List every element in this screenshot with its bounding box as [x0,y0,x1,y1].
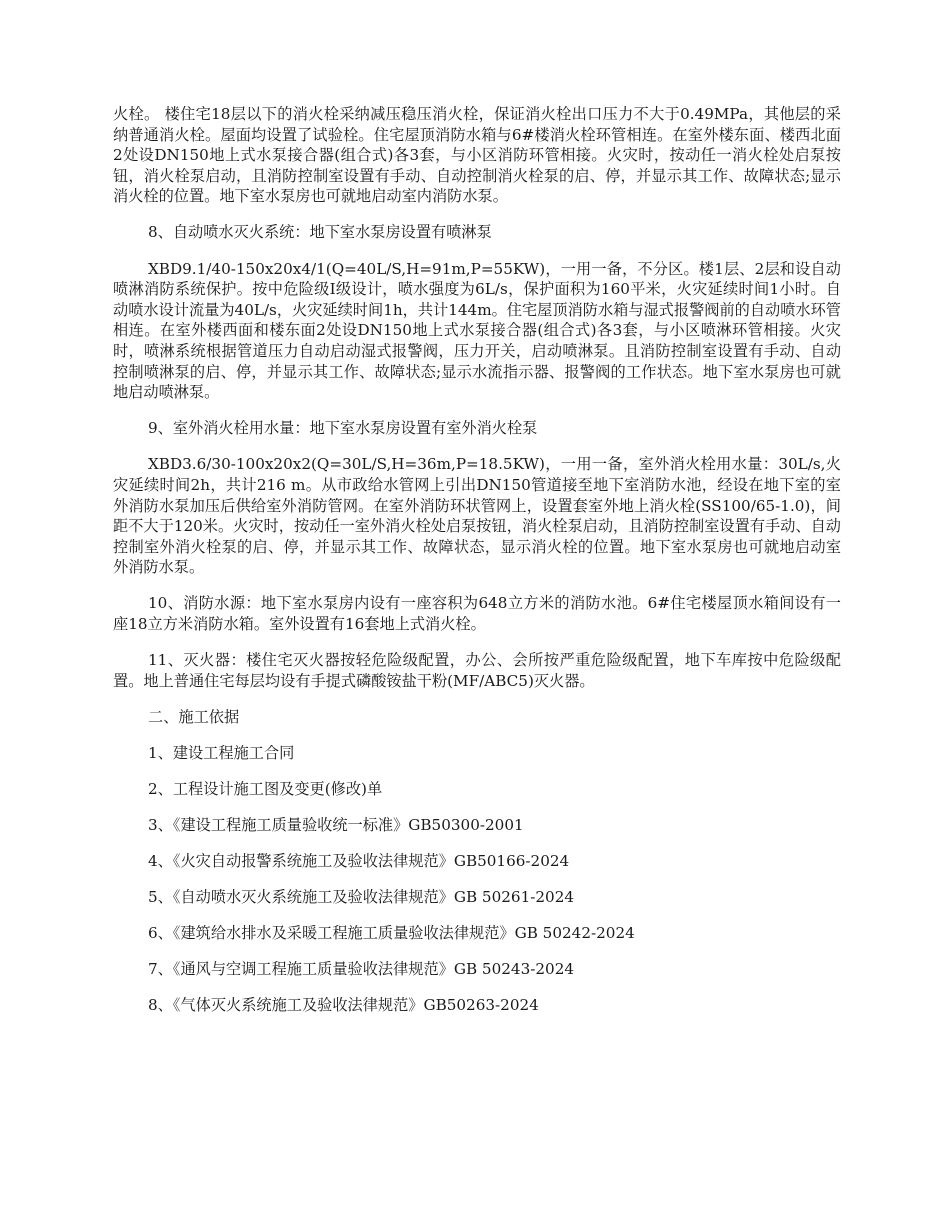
list-item: 8、《气体灭火系统施工及验收法律规范》GB50263-2024 [148,995,539,1014]
paragraph-extinguisher: 11、灭火器：楼住宅灭火器按轻危险级配置，办公、会所按严重危险级配置，地下车库按中危险级配置。地上普通住宅每层均设有手提式磷酸铵盐干粉(MF/ABC5)灭火器。 [113,651,841,690]
paragraph-water-source: 10、消防水源：地下室水泵房内设有一座容积为648立方米的消防水池。6#住宅楼屋顶水箱间设有一座18立方米消防水箱。室外设置有16套地上式消火栓。 [113,594,841,633]
document-page [113,104,841,1031]
paragraph-sprinkler-heading: 8、自动喷水灭火系统：地下室水泵房设置有喷淋泵 [148,223,492,242]
paragraph-hydrant-continued: 火栓。 楼住宅18层以下的消火栓采纳减压稳压消火栓，保证消火栓出口压力不大于0.49MPa，其他层的采纳普通消火栓。屋面均设置了试验栓。住宅屋顶消防水箱与6#楼消火栓环管相连。在室外楼东面、楼西北面2处设DN150地上式水泵接合器(组合式)各3套，与小区消防环管相接。火灾时，按动任一消火栓处启泵按钮，消火栓泵启动，且消防控制室设置有手动、自动控制消火栓泵的启、停，并显示其工作、故障状态;显示消火栓的位置。地下室水泵房也可就地启动室内消防水泵。 [113,105,841,206]
list-item: 1、建设工程施工合同 [148,743,295,762]
section-heading-construction-basis: 二、施工依据 [148,707,240,726]
paragraph-outdoor-hydrant-detail: XBD3.6/30-100x20x2(Q=30L/S,H=36m,P=18.5KW)，一用一备，室外消火栓用水量：30L/s,火灾延续时间2h，共计216 m。从市政给水管网上引出DN150管道接至地下室消防水池，经设在地下室的室外消防水泵加压后供给室外消防管网。在室外消防环状管网上，设置套室外地上消火栓(SS100/65-1.0)，间距不大于120米。火灾时，按动任一室外消火栓处启泵按钮，消火栓泵启动，且消防控制室设置有手动、自动控制室外消火栓泵的启、停，并显示其工作、故障状态，显示消火栓的位置。地下室水泵房也可就地启动室外消防水泵。 [113,455,841,577]
list-item: 3、《建设工程施工质量验收统一标准》GB50300-2001 [148,815,524,834]
list-item: 7、《通风与空调工程施工质量验收法律规范》GB 50243-2024 [148,959,575,978]
list-item: 4、《火灾自动报警系统施工及验收法律规范》GB50166-2024 [148,851,570,870]
paragraph-sprinkler-detail: XBD9.1/40-150x20x4/1(Q=40L/S,H=91m,P=55KW)，一用一备，不分区。楼1层、2层和设自动喷淋消防系统保护。按中危险级Ⅰ级设计，喷水强度为6L/s，保护面积为160平米，火灾延续时间1小时。自动喷水设计流量为40L/s，火灾延续时间1h，共计144m。住宅屋顶消防水箱与湿式报警阀前的自动喷水环管相连。在室外楼西面和楼东面2处设DN150地上式水泵接合器(组合式)各3套，与小区喷淋环管相接。火灾时，喷淋系统根据管道压力自动启动湿式报警阀，压力开关，启动喷淋泵。且消防控制室设置有手动、自动控制喷淋泵的启、停，并显示其工作、故障状态;显示水流指示器、报警阀的工作状态。地下室水泵房也可就地启动喷淋泵。 [113,259,841,402]
paragraph-outdoor-hydrant-heading: 9、室外消火栓用水量：地下室水泵房设置有室外消火栓泵 [148,419,538,438]
list-item: 5、《自动喷水灭火系统施工及验收法律规范》GB 50261-2024 [148,887,575,906]
list-item: 6、《建筑给水排水及采暖工程施工质量验收法律规范》GB 50242-2024 [148,923,635,942]
list-item: 2、工程设计施工图及变更(修改)单 [148,779,383,798]
